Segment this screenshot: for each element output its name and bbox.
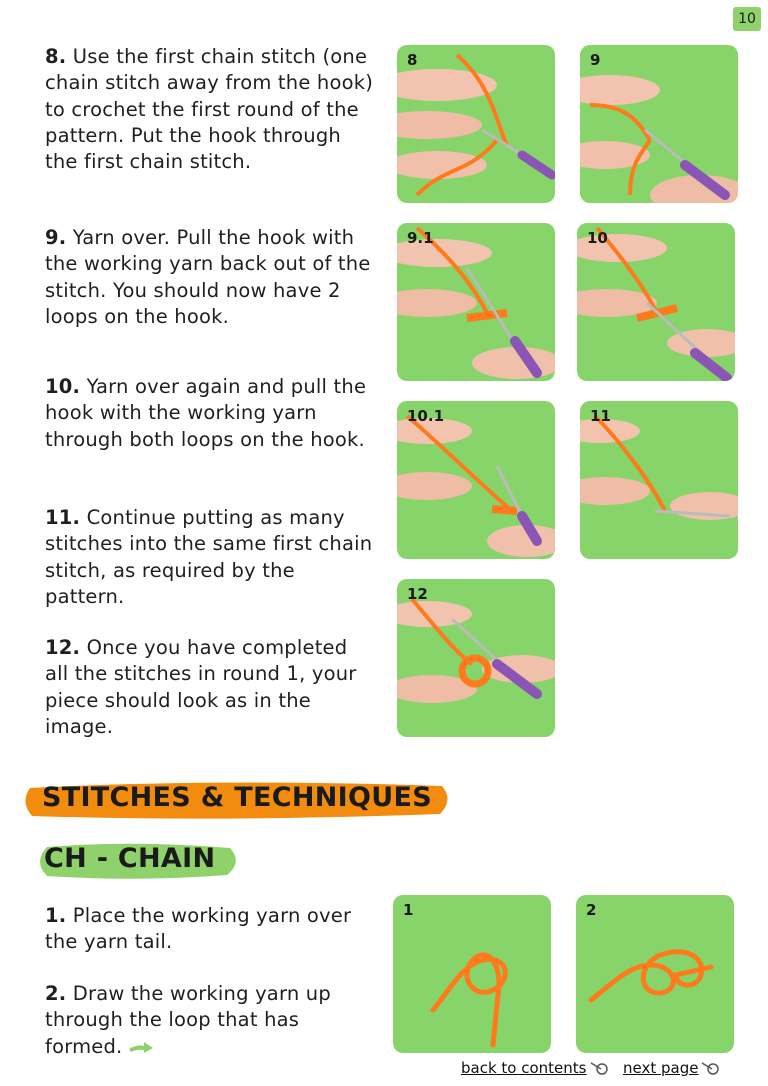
photo-label: 12	[407, 585, 428, 603]
hands-crochet-illustration	[580, 45, 738, 203]
step-12	[45, 635, 375, 740]
photo-label: 11	[590, 407, 611, 425]
photo-step-12	[397, 579, 555, 737]
continue-arrow-icon	[128, 1040, 154, 1054]
step-text: Yarn over. Pull the hook with the working yarn back out of the stitch. You should now have 2 loops on the hook.	[45, 226, 371, 328]
photo-chain-1	[393, 895, 551, 1053]
yarn-loop-illustration	[576, 895, 734, 1053]
step-text: Once you have completed all the stitches in round 1, your piece should look as in the image.	[45, 636, 357, 738]
photo-label: 9.1	[407, 229, 434, 247]
step-text: Draw the working yarn up through the loop that has formed.	[45, 982, 331, 1058]
section-title: STITCHES & TECHNIQUES	[42, 782, 432, 813]
page-number: 10	[733, 7, 761, 31]
yarn-loop-illustration	[393, 895, 551, 1053]
step-text: Yarn over again and pull the hook with the working yarn through both loops on the hook.	[45, 375, 367, 451]
step-number: 1.	[45, 904, 67, 927]
photo-label: 1	[403, 901, 414, 919]
photo-chain-2	[576, 895, 734, 1053]
photo-step-10-1	[397, 401, 555, 559]
step-number: 9.	[45, 226, 67, 249]
chain-step-1	[45, 903, 375, 956]
subsection-title: CH - CHAIN	[44, 843, 216, 874]
step-number: 10.	[45, 375, 81, 398]
next-page-label: next page	[623, 1059, 699, 1077]
photo-step-9	[580, 45, 738, 203]
back-to-contents-label: back to contents	[461, 1059, 587, 1077]
step-11	[45, 505, 375, 610]
step-text: Place the working yarn over the yarn tail.	[45, 904, 352, 954]
step-number: 12.	[45, 636, 81, 659]
hook-yarn-icon	[700, 1061, 720, 1075]
next-page-link[interactable]	[623, 1059, 720, 1077]
back-to-contents-link[interactable]	[461, 1059, 609, 1077]
chain-step-2	[45, 981, 375, 1060]
photo-label: 8	[407, 51, 418, 69]
step-number: 2.	[45, 982, 67, 1005]
step-number: 11.	[45, 506, 81, 529]
step-8	[45, 44, 375, 175]
photo-label: 10.1	[407, 407, 445, 425]
step-text: Continue putting as many stitches into the same first chain stitch, as required by the pattern.	[45, 506, 373, 608]
hook-yarn-icon	[589, 1061, 609, 1075]
step-text: Use the first chain stitch (one chain stitch away from the hook) to crochet the first round of the pattern. Put the hook through the first chain stitch.	[45, 45, 374, 174]
photo-label: 10	[587, 229, 608, 247]
step-10	[45, 374, 375, 453]
photo-label: 9	[590, 51, 601, 69]
step-9	[45, 225, 375, 330]
photo-step-10	[577, 223, 735, 381]
hands-crochet-illustration	[397, 45, 555, 203]
step-number: 8.	[45, 45, 67, 68]
photo-step-9-1	[397, 223, 555, 381]
photo-step-8	[397, 45, 555, 203]
photo-label: 2	[586, 901, 597, 919]
photo-step-11	[580, 401, 738, 559]
